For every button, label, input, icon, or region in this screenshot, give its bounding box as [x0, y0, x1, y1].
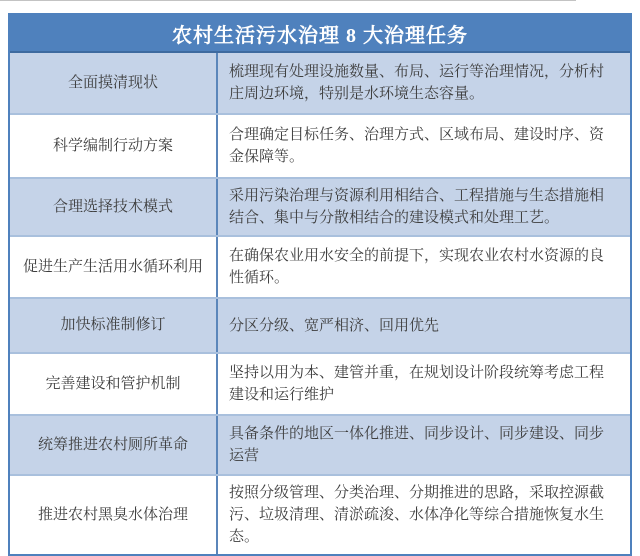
description-cell: [218, 237, 630, 297]
table-header: [10, 15, 630, 53]
description-text: 按照分级管理、分类治理、分期推进的思路，采取控源截污、垃圾清理、清淤疏浚、水体净化等综合措施恢复水生态。: [229, 485, 605, 546]
description-text: 梳理现有处理设施数量、布局、运行等治理情况，分析村庄周边环境，特别是水环境生态容量。: [229, 63, 605, 102]
task-cell: 科学编制行动方案: [10, 115, 218, 177]
top-edge-line: [0, 0, 576, 1]
description-cell: [218, 416, 630, 474]
table-row: [10, 53, 630, 113]
description-cell: [218, 354, 630, 414]
description-cell: [218, 476, 630, 554]
task-cell: 完善建设和管护机制: [10, 354, 218, 414]
table-row: [10, 177, 630, 235]
table-row: [10, 414, 630, 474]
task-cell: 加快标准制修订: [10, 299, 218, 352]
description-text: 坚持以用为本、建管并重，在规划设计阶段统筹考虑工程建设和运行维护: [229, 365, 605, 404]
description-cell: [218, 179, 630, 235]
description-text: 分区分级、宽严相济、回用优先: [229, 317, 440, 334]
description-cell: [218, 115, 630, 177]
description-cell: [218, 53, 630, 113]
table-row: [10, 235, 630, 297]
description-text: 合理确定目标任务、治理方式、区域布局、建设时序、资金保障等。: [229, 126, 605, 165]
table-row: [10, 352, 630, 414]
task-cell: 全面摸清现状: [10, 53, 218, 113]
description-cell: [218, 299, 630, 352]
task-table: [8, 13, 632, 556]
description-text: 在确保农业用水安全的前提下，实现农业农村水资源的良性循环。: [229, 248, 605, 287]
task-cell: 推进农村黑臭水体治理: [10, 476, 218, 554]
description-text: 采用污染治理与资源利用相结合、工程措施与生态措施相结合、集中与分散相结合的建设模式和处理工艺。: [229, 188, 605, 227]
description-text: 具备条件的地区一体化推进、同步设计、同步建设、同步运营: [229, 426, 605, 465]
page-title: 农村生活污水治理 8 大治理任务: [172, 24, 468, 47]
table-row: [10, 113, 630, 177]
task-cell: 统筹推进农村厕所革命: [10, 416, 218, 474]
table-row: [10, 474, 630, 554]
task-cell: 促进生产生活用水循环利用: [10, 237, 218, 297]
table-row: [10, 297, 630, 352]
task-cell: 合理选择技术模式: [10, 179, 218, 235]
